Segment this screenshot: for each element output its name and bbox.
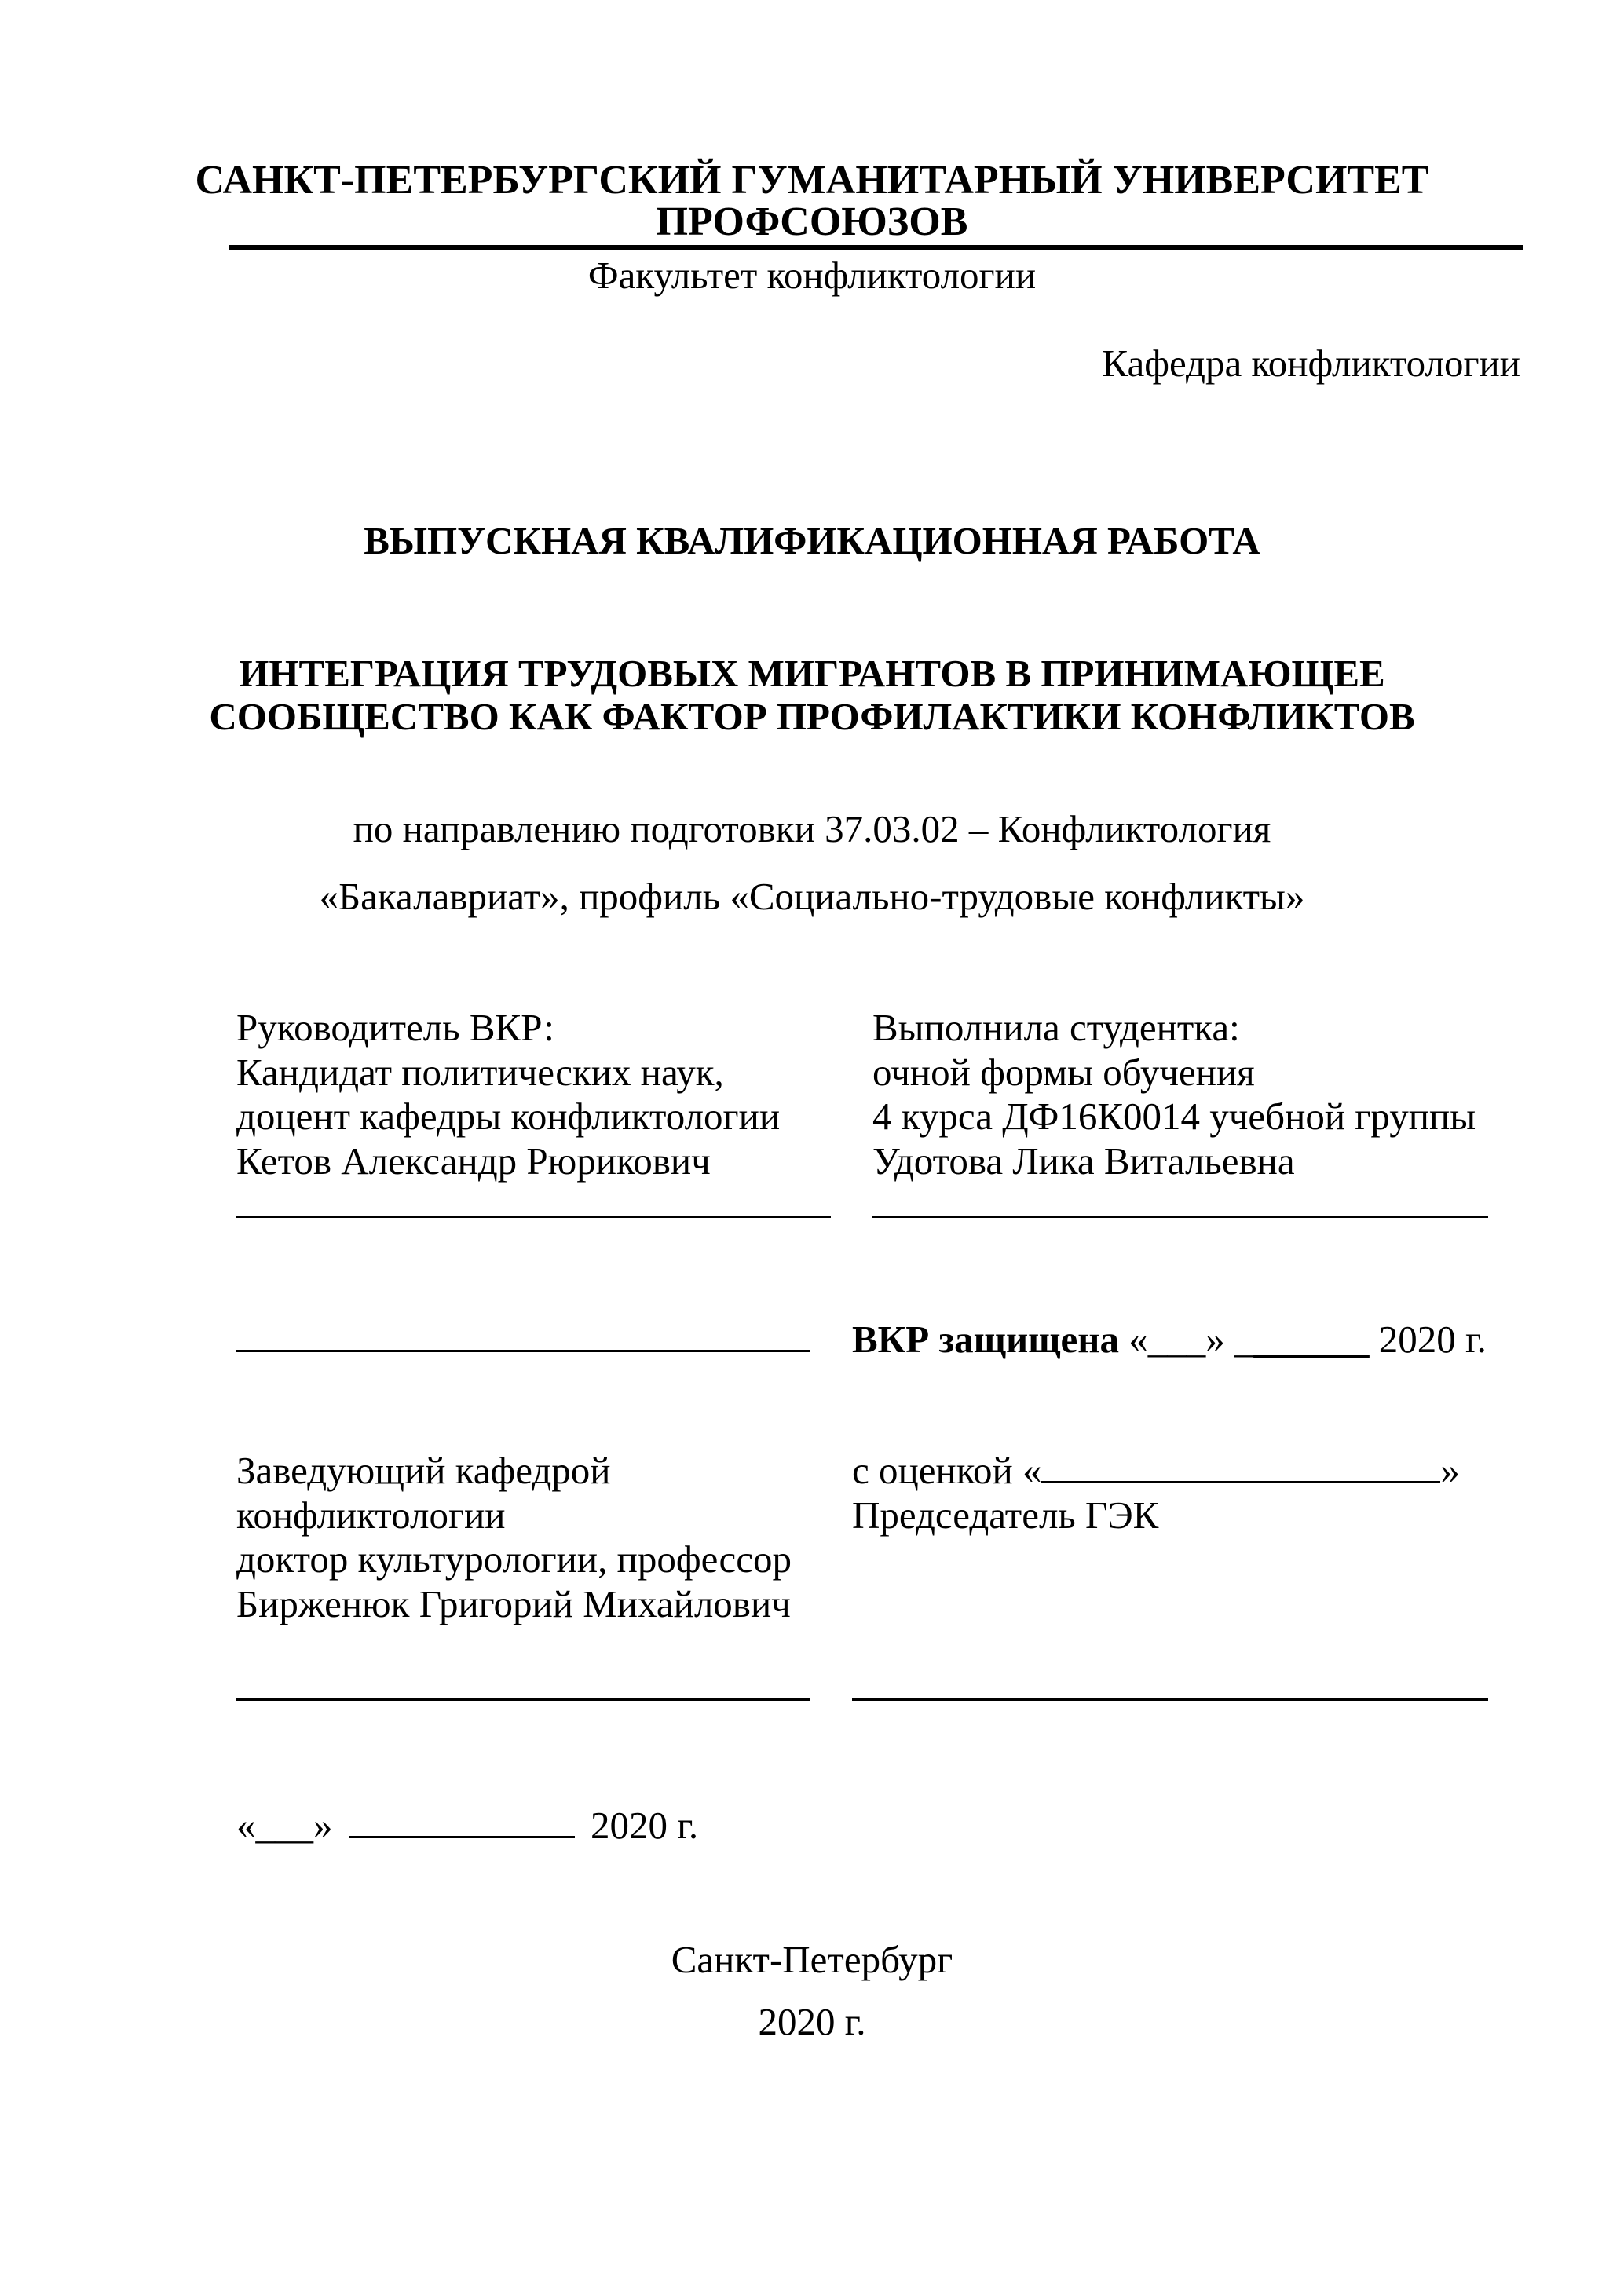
student-study-form: очной формы обучения [872,1051,1255,1094]
grade-label: с оценкой « [852,1449,1042,1492]
defense-month-field[interactable]: ______ [1253,1318,1370,1361]
grade-field[interactable] [1041,1451,1440,1483]
footer-year: 2020 г. [758,2000,866,2043]
supervisor-signature-line[interactable] [236,1216,831,1218]
head-label: Заведующий кафедрой [236,1449,611,1492]
student-label: Выполнила студентка: [872,1006,1240,1049]
work-title-line1: ИНТЕГРАЦИЯ ТРУДОВЫХ МИГРАНТОВ В ПРИНИМАЮЩЕЕ [239,652,1385,695]
approval-month-field[interactable] [349,1806,575,1838]
study-profile: «Бакалавриат», профиль «Социально-трудовые конфликты» [319,875,1305,918]
defense-day-field[interactable]: «___» [1128,1318,1225,1361]
signature-line[interactable] [236,1350,810,1352]
defense-year: 2020 г. [1369,1318,1487,1361]
student-signature-line[interactable] [872,1216,1488,1218]
supervisor-degree: Кандидат политических наук, [236,1051,724,1094]
study-direction: по направлению подготовки 37.03.02 – Конфликтология [353,807,1271,850]
defense-label: ВКР защищена [852,1318,1120,1361]
department-name: Кафедра конфликтологии [1102,342,1520,385]
city: Санкт-Петербург [671,1938,953,1981]
student-name: Удотова Лика Витальевна [872,1139,1295,1183]
defense-month-prefix: _ [1224,1318,1254,1361]
work-title-line2: СООБЩЕСТВО КАК ФАКТОР ПРОФИЛАКТИКИ КОНФЛИКТОВ [209,695,1415,738]
student-group: 4 курса ДФ16К0014 учебной группы [872,1095,1476,1138]
university-name-line2: ПРОФСОЮЗОВ [656,199,968,244]
approval-date-line [236,1804,699,1847]
grade-line [852,1451,1460,1490]
university-name-line1: САНКТ-ПЕТЕРБУРГСКИЙ ГУМАНИТАРНЫЙ УНИВЕРСИТЕТ [195,158,1429,203]
head-degree: доктор культурологии, профессор [236,1537,792,1581]
chair-label: Председатель ГЭК [852,1493,1159,1537]
defense-date-line [852,1318,1487,1361]
head-signature-line[interactable] [236,1698,810,1701]
supervisor-position: доцент кафедры конфликтологии [236,1095,781,1138]
faculty-name: Факультет конфликтологии [587,254,1037,297]
header-divider [229,245,1523,250]
head-name: Бирженюк Григорий Михайлович [236,1582,791,1625]
approval-day-field[interactable]: «___» [236,1804,333,1847]
chair-signature-line[interactable] [852,1698,1488,1701]
approval-year: 2020 г. [591,1804,699,1847]
grade-close-quote: » [1440,1449,1460,1492]
supervisor-label: Руководитель ВКР: [236,1006,554,1049]
head-department: конфликтологии [236,1493,506,1537]
work-type: ВЫПУСКНАЯ КВАЛИФИКАЦИОННАЯ РАБОТА [364,519,1260,562]
supervisor-name: Кетов Александр Рюрикович [236,1139,711,1183]
